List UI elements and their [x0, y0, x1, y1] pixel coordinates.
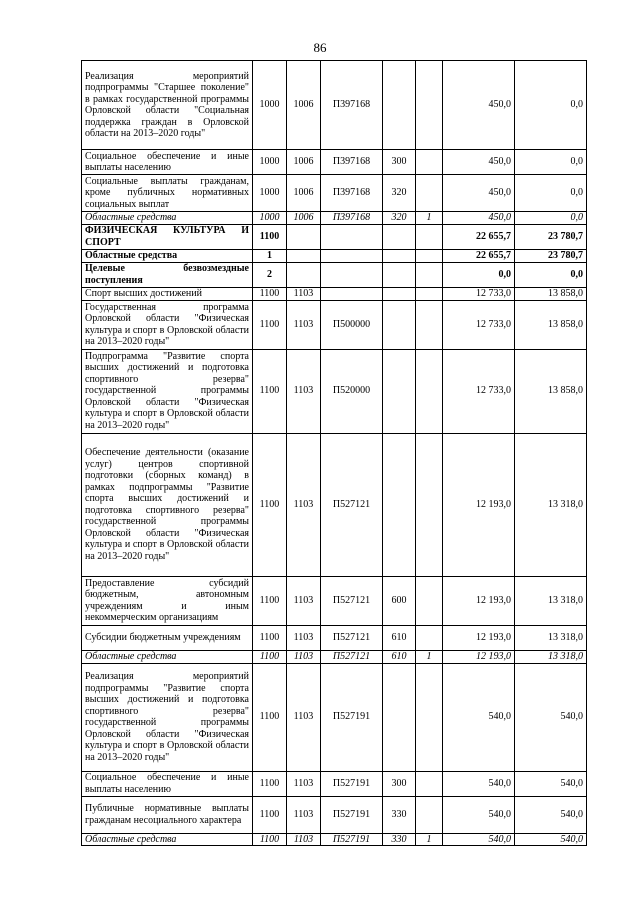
- cell-name: Субсидии бюджетным учреждениям: [82, 625, 253, 650]
- cell-amount-1: 12 733,0: [443, 300, 515, 349]
- cell-target-article: П527191: [321, 833, 383, 846]
- cell-expense-type: [383, 433, 416, 576]
- cell-amount-2: 540,0: [515, 771, 587, 796]
- cell-target-article: П397168: [321, 212, 383, 225]
- cell-amount-2: 13 318,0: [515, 576, 587, 625]
- cell-source: [416, 663, 443, 771]
- cell-amount-2: 0,0: [515, 61, 587, 150]
- cell-amount-2: 23 780,7: [515, 249, 587, 262]
- cell-amount-1: 540,0: [443, 796, 515, 833]
- cell-amount-2: 13 318,0: [515, 650, 587, 663]
- cell-target-article: П520000: [321, 349, 383, 433]
- cell-amount-1: 450,0: [443, 150, 515, 175]
- cell-amount-1: 450,0: [443, 61, 515, 150]
- budget-table: [81, 60, 587, 846]
- cell-name: Областные средства: [82, 833, 253, 846]
- cell-amount-2: 0,0: [515, 262, 587, 287]
- cell-source: [416, 433, 443, 576]
- cell-name: Социальное обеспечение и иные выплаты населению: [82, 771, 253, 796]
- table-row: [82, 433, 587, 576]
- table-row: [82, 262, 587, 287]
- cell-source: [416, 576, 443, 625]
- cell-expense-type: [383, 224, 416, 249]
- cell-source: 1: [416, 650, 443, 663]
- table-row: [82, 212, 587, 225]
- cell-target-article: П397168: [321, 175, 383, 212]
- cell-section: 1100: [253, 349, 287, 433]
- cell-amount-1: 12 193,0: [443, 576, 515, 625]
- cell-target-article: П527191: [321, 796, 383, 833]
- cell-source: [416, 175, 443, 212]
- cell-name: Публичные нормативные выплаты гражданам несоциального характера: [82, 796, 253, 833]
- cell-source: [416, 150, 443, 175]
- table-row: [82, 224, 587, 249]
- budget-table-body: [82, 61, 587, 846]
- cell-section: 2: [253, 262, 287, 287]
- cell-section: 1: [253, 249, 287, 262]
- cell-section: 1100: [253, 433, 287, 576]
- cell-source: [416, 300, 443, 349]
- table-row: [82, 771, 587, 796]
- page-number: 86: [313, 40, 327, 55]
- cell-source: [416, 625, 443, 650]
- cell-name: Обеспечение деятельности (оказание услуг) центров спортивной подготовки (сборных команд) в рамках подпрограммы "Развитие спорта высших достижений и подготовка спортивного резерва" государственной программы Орловской области "Физическая культура и спорт в Орловской области на 2013–2020 годы": [82, 433, 253, 576]
- cell-amount-2: 13 858,0: [515, 300, 587, 349]
- cell-target-article: П527121: [321, 650, 383, 663]
- table-row: [82, 833, 587, 846]
- cell-expense-type: 320: [383, 212, 416, 225]
- cell-expense-type: [383, 262, 416, 287]
- cell-target-article: [321, 287, 383, 300]
- cell-amount-1: 12 193,0: [443, 625, 515, 650]
- cell-subsection: 1103: [287, 300, 321, 349]
- cell-amount-1: 450,0: [443, 212, 515, 225]
- cell-target-article: П527121: [321, 576, 383, 625]
- cell-subsection: 1103: [287, 663, 321, 771]
- cell-amount-2: 13 318,0: [515, 625, 587, 650]
- cell-expense-type: [383, 663, 416, 771]
- cell-expense-type: 300: [383, 771, 416, 796]
- cell-section: 1000: [253, 150, 287, 175]
- cell-expense-type: 610: [383, 625, 416, 650]
- cell-subsection: 1103: [287, 287, 321, 300]
- table-row: [82, 300, 587, 349]
- cell-section: 1100: [253, 224, 287, 249]
- cell-subsection: 1103: [287, 771, 321, 796]
- cell-section: 1100: [253, 771, 287, 796]
- cell-section: 1000: [253, 61, 287, 150]
- cell-name: Областные средства: [82, 249, 253, 262]
- cell-target-article: П397168: [321, 150, 383, 175]
- table-row: [82, 287, 587, 300]
- cell-subsection: 1103: [287, 625, 321, 650]
- cell-section: 1100: [253, 663, 287, 771]
- cell-section: 1100: [253, 796, 287, 833]
- table-row: [82, 625, 587, 650]
- table-row: [82, 150, 587, 175]
- cell-expense-type: 610: [383, 650, 416, 663]
- cell-amount-2: 0,0: [515, 212, 587, 225]
- cell-source: [416, 262, 443, 287]
- cell-subsection: 1006: [287, 212, 321, 225]
- cell-amount-1: 540,0: [443, 833, 515, 846]
- cell-amount-2: 540,0: [515, 833, 587, 846]
- cell-name: ФИЗИЧЕСКАЯ КУЛЬТУРА И СПОРТ: [82, 224, 253, 249]
- cell-expense-type: [383, 61, 416, 150]
- cell-amount-1: 22 655,7: [443, 224, 515, 249]
- cell-amount-2: 0,0: [515, 150, 587, 175]
- cell-subsection: 1103: [287, 576, 321, 625]
- cell-source: 1: [416, 833, 443, 846]
- cell-amount-1: 450,0: [443, 175, 515, 212]
- cell-name: Социальное обеспечение и иные выплаты населению: [82, 150, 253, 175]
- cell-subsection: 1006: [287, 61, 321, 150]
- cell-target-article: [321, 262, 383, 287]
- cell-section: 1100: [253, 625, 287, 650]
- cell-name: Государственная программа Орловской области "Физическая культура и спорт в Орловской области на 2013–2020 годы": [82, 300, 253, 349]
- cell-amount-2: 13 858,0: [515, 287, 587, 300]
- cell-expense-type: 300: [383, 150, 416, 175]
- table-row: [82, 61, 587, 150]
- cell-subsection: 1103: [287, 349, 321, 433]
- cell-name: Спорт высших достижений: [82, 287, 253, 300]
- cell-amount-1: 12 733,0: [443, 287, 515, 300]
- cell-subsection: 1103: [287, 833, 321, 846]
- table-row: [82, 796, 587, 833]
- table-row: [82, 663, 587, 771]
- cell-amount-2: 0,0: [515, 175, 587, 212]
- cell-target-article: П527191: [321, 663, 383, 771]
- cell-expense-type: 330: [383, 796, 416, 833]
- cell-expense-type: [383, 300, 416, 349]
- cell-section: 1100: [253, 576, 287, 625]
- cell-amount-2: 23 780,7: [515, 224, 587, 249]
- cell-expense-type: 330: [383, 833, 416, 846]
- cell-amount-1: 540,0: [443, 663, 515, 771]
- cell-name: Областные средства: [82, 650, 253, 663]
- cell-expense-type: 600: [383, 576, 416, 625]
- cell-name: Целевые безвозмездные поступления: [82, 262, 253, 287]
- cell-section: 1000: [253, 175, 287, 212]
- cell-subsection: 1103: [287, 796, 321, 833]
- cell-name: Подпрограмма "Развитие спорта высших достижений и подготовка спортивного резерва" государственной программы Орловской области "Физическая культура и спорт в Орловской области на 2013–2020 годы": [82, 349, 253, 433]
- cell-subsection: 1103: [287, 650, 321, 663]
- cell-amount-1: 540,0: [443, 771, 515, 796]
- cell-amount-1: 12 193,0: [443, 650, 515, 663]
- cell-section: 1100: [253, 300, 287, 349]
- cell-expense-type: [383, 249, 416, 262]
- cell-target-article: [321, 224, 383, 249]
- cell-name: Социальные выплаты гражданам, кроме публичных нормативных социальных выплат: [82, 175, 253, 212]
- cell-amount-2: 540,0: [515, 796, 587, 833]
- cell-amount-1: 22 655,7: [443, 249, 515, 262]
- cell-source: [416, 61, 443, 150]
- cell-amount-2: 13 318,0: [515, 433, 587, 576]
- cell-source: 1: [416, 212, 443, 225]
- cell-source: [416, 249, 443, 262]
- cell-expense-type: 320: [383, 175, 416, 212]
- cell-subsection: [287, 249, 321, 262]
- cell-amount-1: 12 193,0: [443, 433, 515, 576]
- cell-expense-type: [383, 349, 416, 433]
- cell-source: [416, 349, 443, 433]
- cell-target-article: П500000: [321, 300, 383, 349]
- cell-source: [416, 287, 443, 300]
- cell-source: [416, 224, 443, 249]
- cell-subsection: [287, 262, 321, 287]
- cell-amount-2: 13 858,0: [515, 349, 587, 433]
- table-row: [82, 249, 587, 262]
- cell-target-article: П527121: [321, 433, 383, 576]
- table-row: [82, 650, 587, 663]
- cell-name: Реализация мероприятий подпрограммы "Развитие спорта высших достижений и подготовка спортивного резерва" государственной программы Орловской области "Физическая культура и спорт в Орловской области на 2013–2020 годы": [82, 663, 253, 771]
- cell-target-article: П527121: [321, 625, 383, 650]
- table-row: [82, 576, 587, 625]
- cell-name: Реализация мероприятий подпрограммы "Старшее поколение" в рамках государственной программы Орловской области "Социальная поддержка граждан в Орловской области на 2013–2020 годы": [82, 61, 253, 150]
- cell-name: Предоставление субсидий бюджетным, автономным учреждениям и иным некоммерческим организациям: [82, 576, 253, 625]
- cell-subsection: 1103: [287, 433, 321, 576]
- cell-section: 1100: [253, 833, 287, 846]
- cell-source: [416, 771, 443, 796]
- cell-section: 1100: [253, 287, 287, 300]
- cell-amount-1: 12 733,0: [443, 349, 515, 433]
- cell-section: 1000: [253, 212, 287, 225]
- cell-target-article: П397168: [321, 61, 383, 150]
- cell-target-article: П527191: [321, 771, 383, 796]
- cell-expense-type: [383, 287, 416, 300]
- cell-subsection: 1006: [287, 150, 321, 175]
- cell-source: [416, 796, 443, 833]
- cell-subsection: [287, 224, 321, 249]
- table-row: [82, 175, 587, 212]
- table-row: [82, 349, 587, 433]
- cell-amount-2: 540,0: [515, 663, 587, 771]
- cell-name: Областные средства: [82, 212, 253, 225]
- cell-amount-1: 0,0: [443, 262, 515, 287]
- cell-section: 1100: [253, 650, 287, 663]
- cell-target-article: [321, 249, 383, 262]
- cell-subsection: 1006: [287, 175, 321, 212]
